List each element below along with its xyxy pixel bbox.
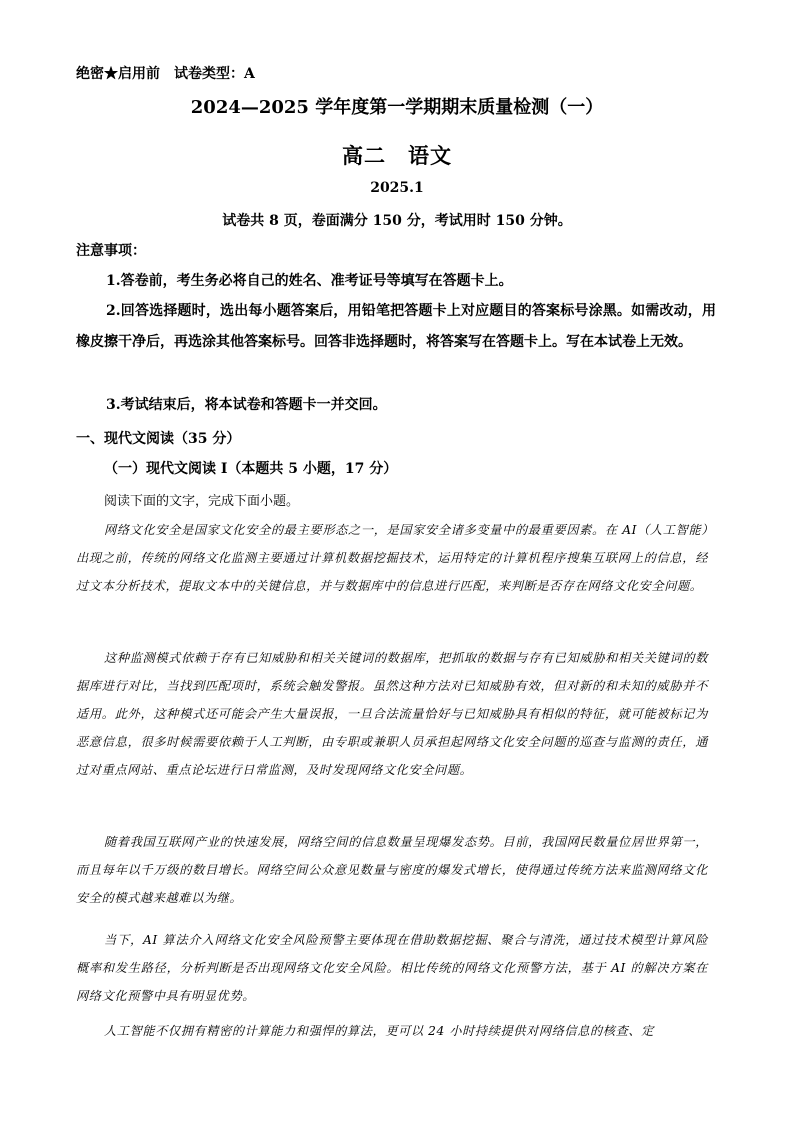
passage-paragraph-2: 这种监测模式依赖于存有已知威胁和相关关键词的数据库，把抓取的数据与存有已知威胁和相关关键词的数据库进行对比，当找到匹配项时，系统会触发警报。虽然这种方法对已知威胁有效，但对新的和未知的威胁并不适用。此外，这种模式还可能会产生大量误报，一旦合法流量恰好与已知威胁具有相似的特征，就可能被标记为恶意信息，很多时候需要依赖于人工判断，由专职或兼职人员承担起网络文化安全问题的巡查与监测的责任，通过对重点网站、重点论坛进行日常监测，及时发现网络文化安全问题。 — [76, 651, 708, 777]
subsection-heading: （一）现代文阅读 I（本题共 5 小题，17 分） — [104, 461, 398, 477]
confidential-label: 绝密★启用前 试卷类型：A — [76, 66, 255, 82]
exam-date: 2025.1 — [370, 180, 424, 196]
passage-paragraph-5: 人工智能不仅拥有精密的计算能力和强悍的算法，更可以 24 小时持续提供对网络信息的核查、定 — [104, 1024, 654, 1038]
passage-paragraph-1: 网络文化安全是国家文化安全的最主要形态之一，是国家安全诸多变量中的最重要因素。在 AI（人工智能）出现之前，传统的网络文化监测主要通过计算机数据挖掘技术，运用特定的计算机程序搜集互联网上的信息，经过文本分析技术，提取文本中的关键信息，并与数据库中的信息进行匹配，来判断是否存在网络文化安全问题。 — [76, 523, 708, 593]
reading-instruction: 阅读下面的文字，完成下面小题。 — [104, 493, 300, 508]
notice-item-1: 1.答卷前，考生务必将自己的姓名、准考证号等填写在答题卡上。 — [106, 273, 513, 289]
notice-heading: 注意事项： — [76, 243, 146, 259]
passage-paragraph-4: 当下，AI 算法介入网络文化安全风险预警主要体现在借助数据挖掘、聚合与清洗，通过技术模型计算风险概率和发生路径，分析判断是否出现网络文化安全风险。相比传统的网络文化预警方法，基于 AI 的解决方案在网络文化预警中具有明显优势。 — [76, 933, 708, 1003]
section-heading: 一、现代文阅读（35 分） — [76, 431, 241, 447]
passage-paragraph-3: 随着我国互联网产业的快速发展，网络空间的信息数量呈现爆发态势。目前，我国网民数量位居世界第一，而且每年以千万级的数目增长。网络空间公众意见数量与密度的爆发式增长，使得通过传统方法来监测网络文化安全的模式越来越难以为继。 — [76, 835, 708, 905]
notice-item-2: 2.回答选择题时，选出每小题答案后，用铅笔把答题卡上对应题目的答案标号涂黑。如需改动，用橡皮擦干净后，再选涂其他答案标号。回答非选择题时，将答案写在答题卡上。写在本试卷上无效。 — [76, 303, 716, 350]
paper-info: 试卷共 8 页，卷面满分 150 分，考试用时 150 分钟。 — [222, 213, 572, 229]
exam-subject: 高二 语文 — [342, 143, 452, 168]
exam-title: 2024—2025 学年度第一学期期末质量检测（一） — [190, 97, 604, 118]
notice-item-3: 3.考试结束后，将本试卷和答题卡一并交回。 — [106, 397, 387, 413]
